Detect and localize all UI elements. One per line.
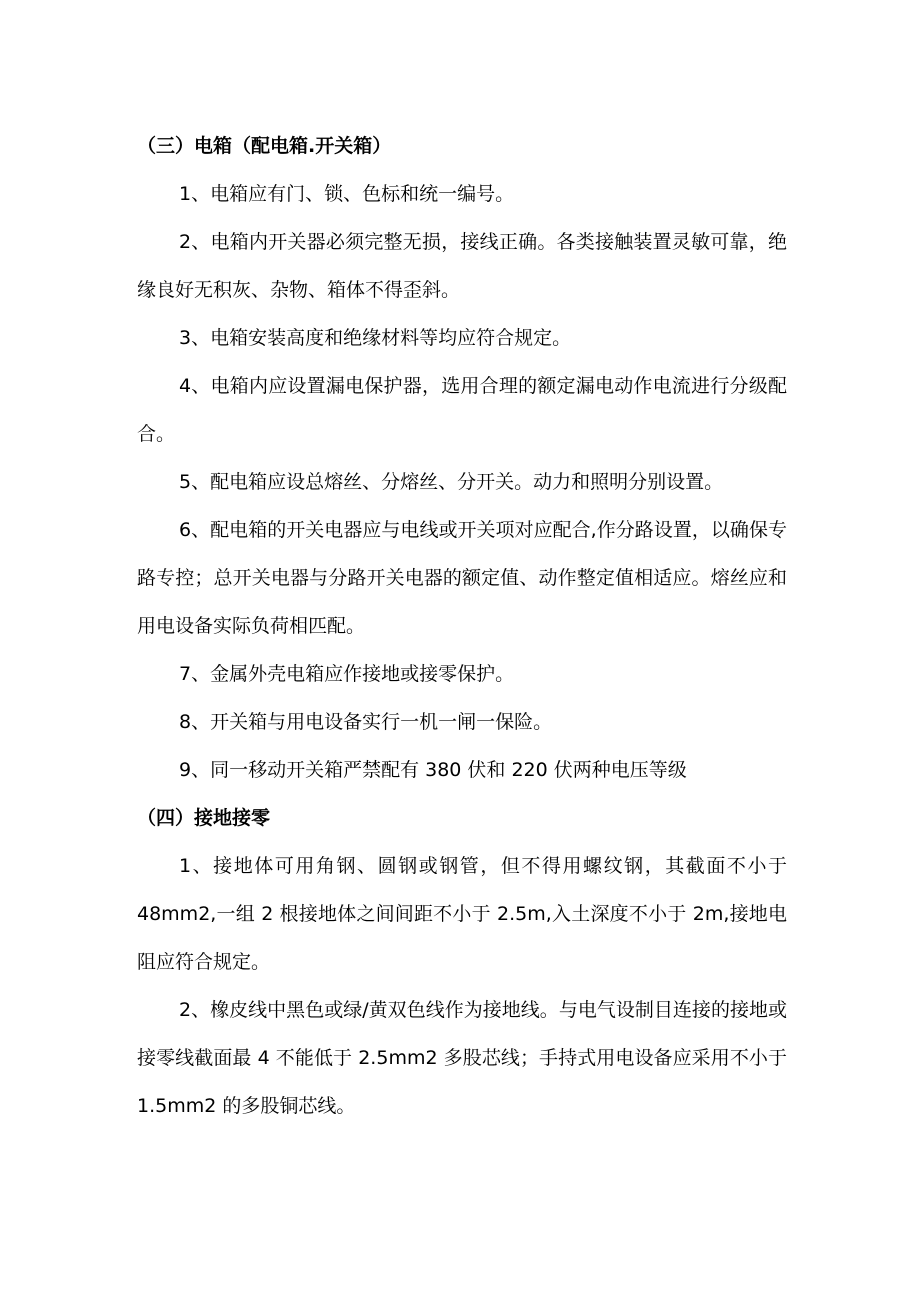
paragraph-box-item-8: 8、开关箱与用电设备实行一机一闸一保险。 bbox=[179, 711, 553, 733]
paragraph-grounding-item-1: 1、接地体可用角钢、圆钢或钢管，但不得用螺纹钢，其截面不小于 48mm2,一组 2 根接地体之间间距不小于 2.5m,入土深度不小于 2m,接地电阻应符合规定。 bbox=[137, 855, 787, 973]
paragraph-box-item-9: 9、同一移动开关箱严禁配有 380 伏和 220 伏两种电压等级 bbox=[179, 759, 687, 781]
paragraph-box-item-3: 3、电箱安装高度和绝缘材料等均应符合规定。 bbox=[179, 327, 572, 349]
paragraph-box-item-7: 7、金属外壳电箱应作接地或接零保护。 bbox=[179, 663, 515, 685]
paragraph-box-item-5: 5、配电箱应设总熔丝、分熔丝、分开关。动力和照明分别设置。 bbox=[179, 471, 724, 493]
paragraph-box-item-4: 4、电箱内应设置漏电保护器，选用合理的额定漏电动作电流进行分级配合。 bbox=[137, 375, 787, 445]
paragraph-grounding-item-2: 2、橡皮线中黑色或绿/黄双色线作为接地线。与电气设制目连接的接地或接零线截面最 4 不能低于 2.5mm2 多股芯线；手持式用电设备应采用不小于 1.5mm2 的多股铜芯线。 bbox=[137, 999, 787, 1117]
paragraph-box-item-1: 1、电箱应有门、锁、色标和统一编号。 bbox=[179, 183, 515, 205]
section-heading-electric-box: （三）电箱（配电箱.开关箱） bbox=[137, 135, 392, 157]
paragraph-box-item-6: 6、配电箱的开关电器应与电线或开关项对应配合,作分路设置，以确保专路专控；总开关电器与分路开关电器的额定值、动作整定值相适应。熔丝应和用电设备实际负荷相匹配。 bbox=[137, 519, 787, 637]
paragraph-box-item-2: 2、电箱内开关器必须完整无损，接线正确。各类接触装置灵敏可靠，绝缘良好无积灰、杂物、箱体不得歪斜。 bbox=[137, 231, 787, 301]
document-body bbox=[137, 122, 787, 1130]
section-heading-grounding: （四）接地接零 bbox=[137, 807, 271, 829]
